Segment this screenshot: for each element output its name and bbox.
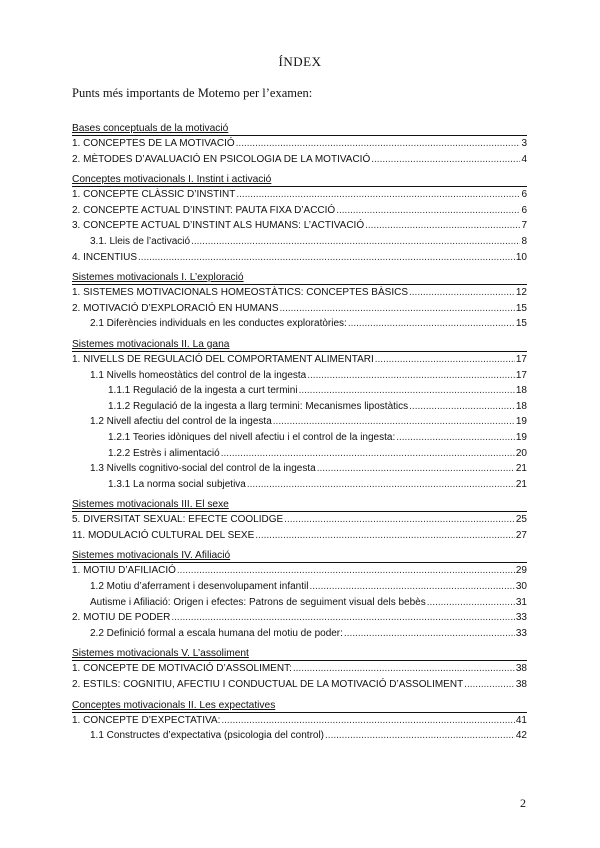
toc-entry[interactable] [72,152,527,168]
toc-entry-label: 2. ESTILS: COGNITIU, AFECTIU I CONDUCTUAL DE LA MOTIVACIÓ D’ASSOLIMENT [72,679,464,691]
dot-leader [344,626,515,642]
toc-entry-label: 1. SISTEMES MOTIVACIONALS HOMEOSTÀTICS: CONCEPTES BÀSICS [72,287,408,299]
toc-entry-label: 1. CONCEPTE CLÀSSIC D’INSTINT [72,189,236,201]
dot-leader [138,250,515,266]
dot-leader [247,477,515,493]
toc-entry[interactable] [72,414,527,430]
toc-entry-label: 2. MOTIVACIÓ D’EXPLORACIÓ EN HUMANS [72,302,279,314]
dot-leader [396,430,515,446]
toc-entry[interactable] [72,563,527,579]
toc-entry-label: 3. CONCEPTE ACTUAL D’INSTINT ALS HUMANS: L’ACTIVACIÓ [72,220,365,232]
toc-entry-page: 21 [515,463,527,475]
dot-leader [348,316,515,332]
toc-entry-page: 21 [515,478,527,490]
toc-entry[interactable] [72,626,527,642]
section-heading[interactable]: Conceptes motivacionals I. Instint i activació [72,173,527,187]
dot-leader [427,595,515,611]
toc-entry[interactable] [72,187,527,203]
toc-section [72,173,527,265]
toc-entry-page: 8 [521,235,527,247]
toc-entry[interactable] [72,579,527,595]
toc-entry-label: 1.1.2 Regulació de la ingesta a llarg termini: Mecanismes lipostàtics [108,400,409,412]
toc-entry-page: 33 [515,627,527,639]
dot-leader [221,446,515,462]
dot-leader [336,203,520,219]
toc-entry-page: 18 [515,400,527,412]
toc-entry-page: 3 [521,138,527,149]
section-heading[interactable]: Sistemes motivacionals IV. Afiliació [72,549,527,563]
toc-entry[interactable] [72,528,527,544]
toc-entry[interactable] [72,285,527,301]
section-heading[interactable]: Sistemes motivacionals I. L’exploració [72,271,527,285]
toc-entry[interactable] [72,713,527,729]
dot-leader [255,528,515,544]
toc-entry[interactable] [72,595,527,611]
toc-entry-page: 10 [515,251,527,263]
toc-entry[interactable] [72,461,527,477]
toc-entry[interactable] [72,728,527,744]
toc-entry-label: 1.3.1 La norma social subjetiva [108,478,246,490]
toc-entry[interactable] [72,316,527,332]
toc-entry-page: 19 [515,431,527,443]
dot-leader [177,563,515,579]
toc-entry-label: 1. CONCEPTES DE LA MOTIVACIÓ [72,138,235,149]
toc-entry-label: 1.2.1 Teories idòniques del nivell afectiu i el control de la ingesta: [108,431,396,443]
dot-leader [221,713,515,729]
toc-entry-label: 2. MÈTODES D’AVALUACIÓ EN PSICOLOGIA DE LA MOTIVACIÓ [72,153,371,165]
toc-section [72,699,527,744]
dot-leader [284,512,515,528]
page-number: 2 [520,796,526,810]
dot-leader [273,414,515,430]
toc-entry-label: 4. INCENTIUS [72,251,138,263]
toc-entry-page: 42 [515,730,527,742]
dot-leader [307,368,515,384]
toc-entry-page: 27 [515,529,527,541]
index-title: ÍNDEX [278,54,322,69]
toc-entry-label: 2.2 Definició formal a escala humana del motiu de poder: [90,627,343,639]
toc-entry[interactable] [72,677,527,693]
toc-entry[interactable] [72,430,527,446]
toc-entry[interactable] [72,512,527,528]
toc-entry-page: 4 [521,153,527,165]
toc-entry-page: 18 [515,385,527,397]
toc-entry-page: 29 [515,565,527,577]
dot-leader [191,234,520,250]
toc-entry-page: 20 [515,447,527,459]
dot-leader [299,383,515,399]
toc-entry-page: 33 [515,612,527,624]
toc-entry-label: 1.2 Nivell afectiu del control de la ingesta [90,416,272,428]
index-subtitle: Punts més importants de Motemo per l’examen: [72,86,313,100]
toc-entry-page: 38 [515,679,527,691]
section-heading[interactable]: Bases conceptuals de la motivació [72,122,527,136]
toc-entry[interactable] [72,203,527,219]
toc-entry-label: 1. CONCEPTE D’EXPECTATIVA: [72,714,221,726]
toc-entry-label: 1. NIVELLS DE REGULACIÓ DEL COMPORTAMENT ALIMENTARI [72,353,374,365]
toc-entry-label: 5. DIVERSITAT SEXUAL: EFECTE COOLIDGE [72,514,284,526]
toc-entry[interactable] [72,136,527,152]
toc-entry-label: 1.1 Constructes d’expectativa (psicologia del control) [90,730,325,742]
section-heading[interactable]: Sistemes motivacionals V. L’assoliment [72,647,527,661]
toc-entry-label: Autisme i Afiliació: Origen i efectes: Patrons de seguiment visual dels bebès [90,596,426,608]
toc-entry-page: 19 [515,416,527,428]
toc-entry-page: 30 [515,581,527,593]
toc-entry-label: 1.3 Nivells cognitivo-social del control de la ingesta [90,463,316,475]
toc-entry-page: 41 [515,714,527,726]
toc-entry-page: 6 [521,204,527,216]
dot-leader [280,301,515,317]
toc-entry-page: 25 [515,514,527,526]
toc-entry[interactable] [72,250,527,266]
dot-leader [375,352,515,368]
toc-entry-label: 2. CONCEPTE ACTUAL D’INSTINT: PAUTA FIXA D’ACCIÓ [72,204,336,216]
dot-leader [464,677,515,693]
toc-section [72,498,527,543]
toc-entry[interactable] [72,368,527,384]
toc-entry[interactable] [72,446,527,462]
toc-section [72,647,527,692]
dot-leader [293,661,515,677]
toc-entry-page: 15 [515,302,527,314]
toc-entry[interactable] [72,301,527,317]
toc-entry-label: 3.1. Lleis de l’activació [90,235,191,247]
toc-section [72,271,527,332]
dot-leader [371,152,520,168]
toc-entry[interactable] [72,352,527,368]
toc-entry-page: 17 [515,353,527,365]
toc-section [72,549,527,641]
toc-entry-page: 31 [515,596,527,608]
toc-entry-page: 38 [515,663,527,675]
section-heading[interactable]: Conceptes motivacionals II. Les expectatives [72,699,527,713]
toc-entry-label: 11. MODULACIÓ CULTURAL DEL SEXE [72,529,255,541]
toc-entry[interactable] [72,610,527,626]
table-of-contents [72,122,527,750]
toc-entry-page: 7 [521,220,527,232]
toc-entry-page: 6 [521,189,527,201]
dot-leader [409,399,515,415]
dot-leader [236,187,520,203]
dot-leader [309,579,514,595]
toc-entry[interactable] [72,477,527,493]
section-heading[interactable]: Sistemes motivacionals II. La gana [72,338,527,352]
dot-leader [409,285,515,301]
toc-entry-label: 2. MOTIU DE PODER [72,612,171,624]
dot-leader [171,610,515,626]
section-heading[interactable]: Sistemes motivacionals III. El sexe [72,498,527,512]
toc-entry[interactable] [72,218,527,234]
toc-entry-page: 12 [515,287,527,299]
toc-entry-label: 1.1.1 Regulació de la ingesta a curt termini [108,385,298,397]
toc-entry[interactable] [72,383,527,399]
toc-entry[interactable] [72,234,527,250]
toc-entry-label: 1. CONCEPTE DE MOTIVACIÓ D’ASSOLIMENT: [72,663,292,675]
toc-entry[interactable] [72,661,527,677]
toc-section [72,122,527,167]
toc-entry[interactable] [72,399,527,415]
dot-leader [317,461,515,477]
toc-entry-label: 1.2 Motiu d’aferrament i desenvolupament infantil [90,581,309,593]
toc-entry-label: 2.1 Diferències individuals en les conductes exploratòries: [90,318,347,330]
toc-entry-label: 1. MOTIU D’AFILIACIÓ [72,565,176,577]
dot-leader [236,136,521,152]
toc-section [72,338,527,492]
toc-entry-label: 1.2.2 Estrès i alimentació [108,447,220,459]
toc-entry-page: 15 [515,318,527,330]
dot-leader [325,728,515,744]
toc-entry-page: 17 [515,369,527,381]
toc-entry-label: 1.1 Nivells homeostàtics del control de la ingesta [90,369,307,381]
dot-leader [365,218,520,234]
